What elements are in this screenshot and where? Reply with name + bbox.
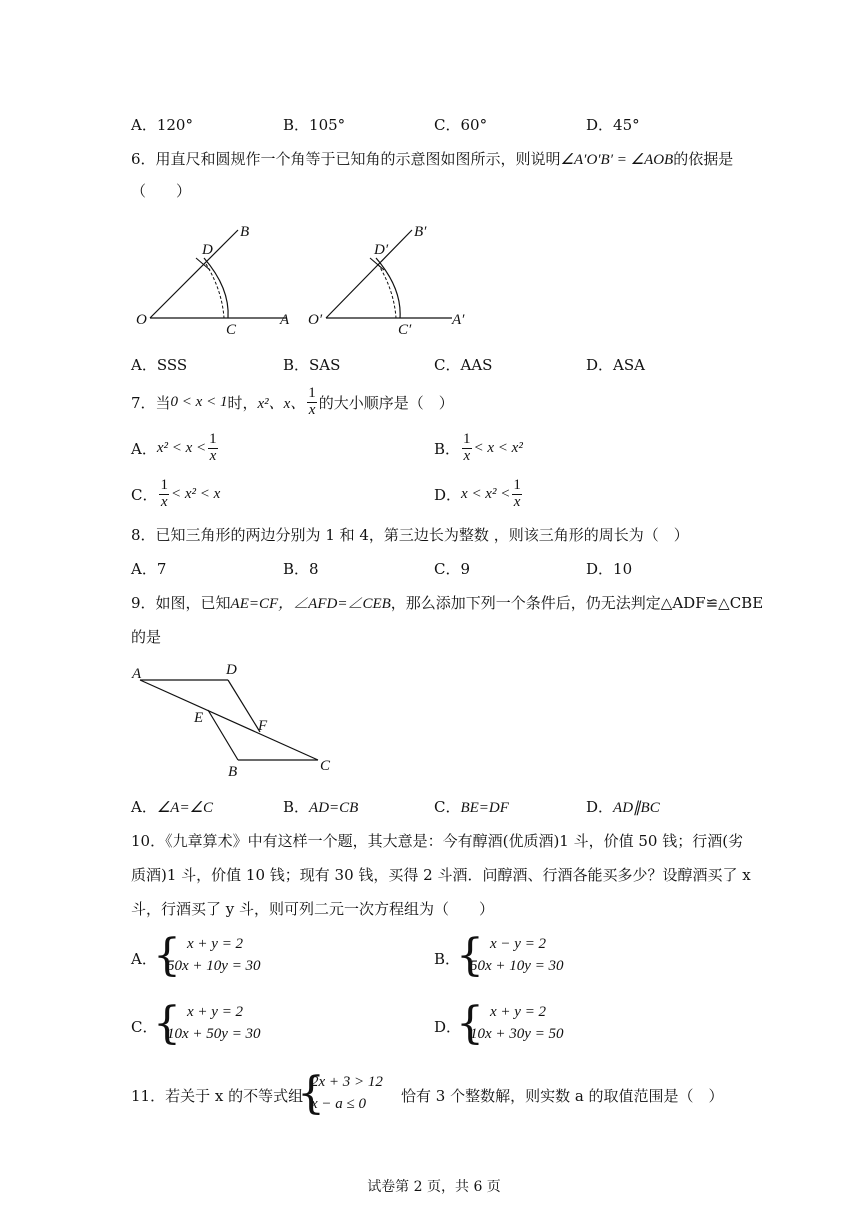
q8-option-d: D．10 [586,560,633,578]
fig2-label-a: A′ [452,312,465,328]
q6-figure [130,218,570,342]
q7-option-a: A． x² < x < $\frac{1}{x}$ [131,430,217,464]
fig1-label-o: O [136,312,147,328]
q5-option-c: C．60° [434,116,488,134]
q9-stem-line2: 的是 [131,628,162,646]
q7-option-d: D． x < x² < $\frac{1}{x}$ [434,476,521,510]
q5-option-d: D．45° [586,116,640,134]
q8-option-c: C．9 [434,560,471,578]
q7-option-c: C． $\frac{1}{x}$ < x² < x [131,476,221,510]
fig2-label-d: D′ [374,242,389,258]
q10-stem-line1: 10．《九章算术》中有这样一个题，其大意是：今有醇酒(优质酒)1 斗，价值 50 钱；行酒(劣 [131,832,744,850]
q6-option-a: A．SSS [131,356,188,374]
q10-stem-line3: 斗，行酒买了 y 斗，则可列二元一次方程组为（ ） [131,900,495,918]
q8-option-b: B．8 [283,560,319,578]
q9-label-d: D [226,662,237,678]
q9-option-b: B．AD=CB [283,798,359,816]
q10-stem-line2: 质酒)1 斗，价值 10 钱；现有 30 钱，买得 2 斗酒．问醇酒、行酒各能买多少？设醇酒买了 x [131,866,751,884]
q6-paren: （ ） [131,182,192,200]
q9-label-c: C [320,758,331,774]
q9-label-a: A [132,666,142,682]
q6-option-c: C．AAS [434,356,493,374]
q7-option-b: B． $\frac{1}{x}$ < x < x² [434,430,523,464]
q6-option-d: D．ASA [586,356,645,374]
q10-option-b: B． { x − y = 2 50x + 10y = 30 [434,930,564,981]
q6-option-b: B．SAS [283,356,341,374]
fig1-label-d: D [202,242,213,258]
q7-stem: 7．当 0 < x < 1 时， x²、x、 $\frac{1}{x}$ 的大小顺序是（ ） [131,384,454,418]
q6-figure-original [136,224,290,338]
q10-option-d: D． { x + y = 2 10x + 30y = 50 [434,998,564,1049]
q9-label-b: B [228,764,238,780]
fig1-label-b: B [240,224,250,240]
q5-option-a: A．120° [131,116,193,134]
q9-label-f: F [258,718,268,734]
q5-option-b: B．105° [283,116,346,134]
q6-stem: 6．用直尺和圆规作一个角等于已知角的示意图如图所示，则说明∠A′O′B′ = ∠AOB的依据是 [131,150,734,168]
q11-stem: 11．若关于 x 的不等式组 { 2x + 3 > 12 x − a ≤ 0 恰有 3 个整数解，则实数 a 的取值范围是（ ） [131,1068,724,1119]
q9-stem-line1: 9．如图，已知AE=CF，∠AFD=∠CEB，那么添加下列一个条件后，仍无法判定△ADF≌△CBE [131,594,764,612]
q9-label-e: E [194,710,204,726]
q9-option-d: D．AD∥BC [586,798,660,816]
q10-option-c: C． { x + y = 2 10x + 50y = 30 [131,998,261,1049]
fig1-label-c: C [226,322,237,338]
q6-figure-copy [308,224,465,338]
q9-figure [128,658,348,782]
q10-option-a: A． { x + y = 2 50x + 10y = 30 [131,930,261,981]
q9-option-a: A．∠A=∠C [131,798,214,816]
q8-option-a: A．7 [131,560,167,578]
page-footer: 试卷第 2 页，共 6 页 [367,1179,501,1195]
q9-option-c: C．BE=DF [434,798,509,816]
fig2-label-o: O′ [308,312,323,328]
fig2-label-c: C′ [398,322,412,338]
q7-stem-fraction: $\frac{1}{x}$ [308,384,316,418]
q8-stem: 8．已知三角形的两边分别为 1 和 4，第三边长为整数 ，则该三角形的周长为（ ） [131,526,689,544]
fig2-label-b: B′ [414,224,427,240]
fig1-label-a: A [280,312,290,328]
